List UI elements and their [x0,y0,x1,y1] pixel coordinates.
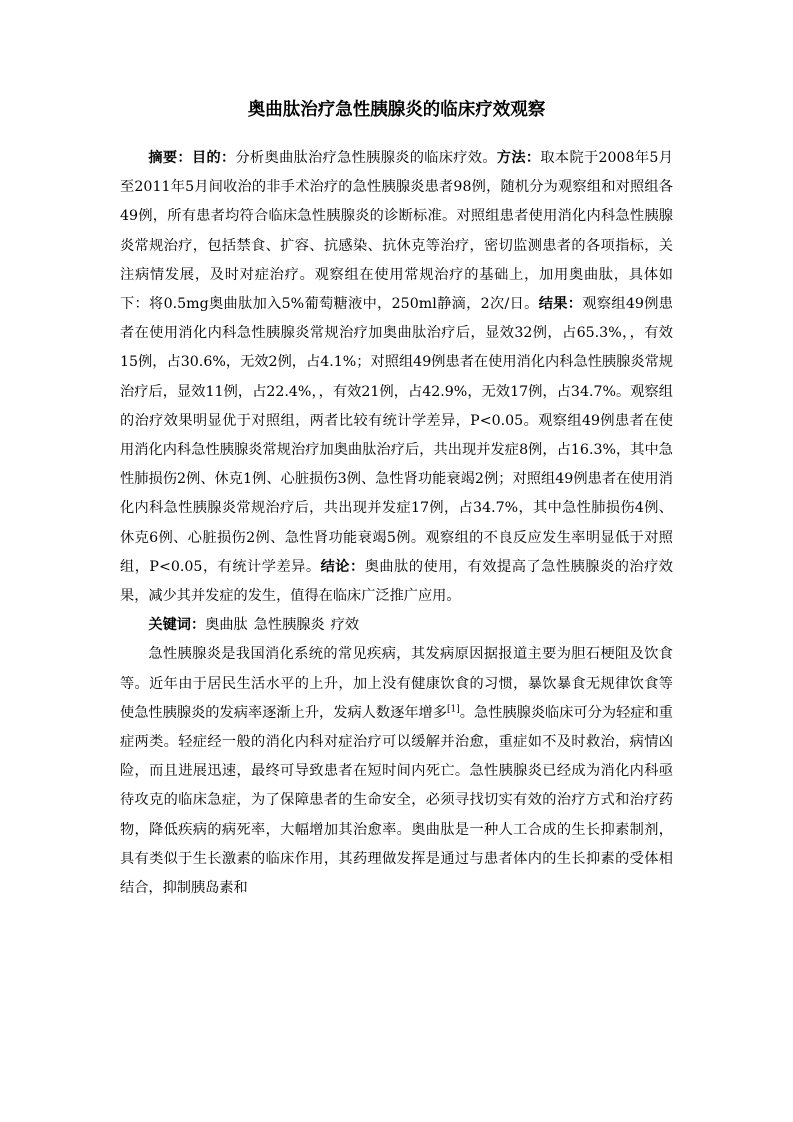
citation-reference[interactable]: [1] [446,704,460,715]
intro-text: 急性胰腺炎是我国消化系统的常见疾病，其发病原因据报道主要为胆石梗阻及饮食等。近年由于居民生活水平的上升，加上没有健康饮食的习惯，暴饮暴食无规律饮食等使急性胰腺炎的发病率逐渐上升，发病人数逐年增多 [120,646,673,721]
keyword: 奥曲肽 [205,617,248,634]
paper-title: 奥曲肽治疗急性胰腺炎的临床疗效观察 [247,100,546,120]
result-text: 观察组49例患者在使用消化内科急性胰腺炎常规治疗加奥曲肽治疗后，显效32例，占65.3%，，有效15例，占30.6%，无效2例，占4.1%；对照组49例患者在使用消化内科急性胰腺炎常规治疗后，显效11例，占22.4%，，有效21例，占42.9%，无效17例，占34.7%。观察组的治疗效果明显优于对照组，两者比较有统计学差异，P<0.05。观察组49例患者在使用消化内科急性胰腺炎常规治疗加奥曲肽治疗后，共出现并发症8例，占16.3%，其中急性肺损伤2例、休克1例、心脏损伤3例、急性肾功能衰竭2例；对照组49例患者在使用消化内科急性胰腺炎常规治疗后，共出现并发症17例，占34.7%，其中急性肺损伤4例、休克6例、心脏损伤2例、急性肾功能衰竭5例。观察组的不良反应发生率明显低于对照组，P<0.05，有统计学差异。 [120,296,673,575]
result-label: 结果： [538,296,583,313]
objective-text: 分析奥曲肽治疗急性胰腺炎的临床疗效。 [235,150,497,166]
keyword: 疗效 [330,617,360,634]
objective-label: 目的： [191,150,236,166]
keywords-label: 关键词： [148,617,206,634]
intro-text-continued: 。急性胰腺炎临床可分为轻症和重症两类。轻症经一般的消化内科对症治疗可以缓解并治愈，重症如不及时救治，病情凶险，而且进展迅速，最终可导致患者在短时间内死亡。急性胰腺炎已经成为消化内科亟待攻克的临床急症，为了保障患者的生命安全，必须寻找切实有效的治疗方式和治疗药物，降低疾病的病死率，大幅增加其治愈率。奥曲肽是一种人工合成的生长抑素制剂，具有类似于生长激素的临床作用，其药理做发挥是通过与患者体内的生长抑素的受体相结合，抑制胰岛素和 [120,704,673,897]
conclusion-label: 结论： [320,558,365,575]
abstract-paragraph [120,144,673,611]
method-label: 方法： [496,150,541,166]
conclusion-text: 奥曲肽的使用，有效提高了急性胰腺炎的治疗效果，减少其并发症的发生，值得在临床广泛推广应用。 [120,558,673,605]
keyword: 急性胰腺炎 [253,617,325,634]
method-text: 取本院于2008年5月至2011年5月间收治的非手术治疗的急性胰腺炎患者98例，随机分为观察组和对照组各49例，所有患者均符合临床急性胰腺炎的诊断标准。对照组患者使用消化内科急性胰腺炎常规治疗，包括禁食、扩容、抗感染、抗休克等治疗，密切监测患者的各项指标，关注病情发展，及时对症治疗。观察组在使用常规治疗的基础上，加用奥曲肽，具体如下：将0.5mg奥曲肽加入5%葡萄糖液中，250ml静滴，2次/日。 [120,150,673,313]
keywords-line [120,611,673,640]
abstract-label: 摘要： [148,150,192,166]
intro-paragraph [120,640,673,903]
